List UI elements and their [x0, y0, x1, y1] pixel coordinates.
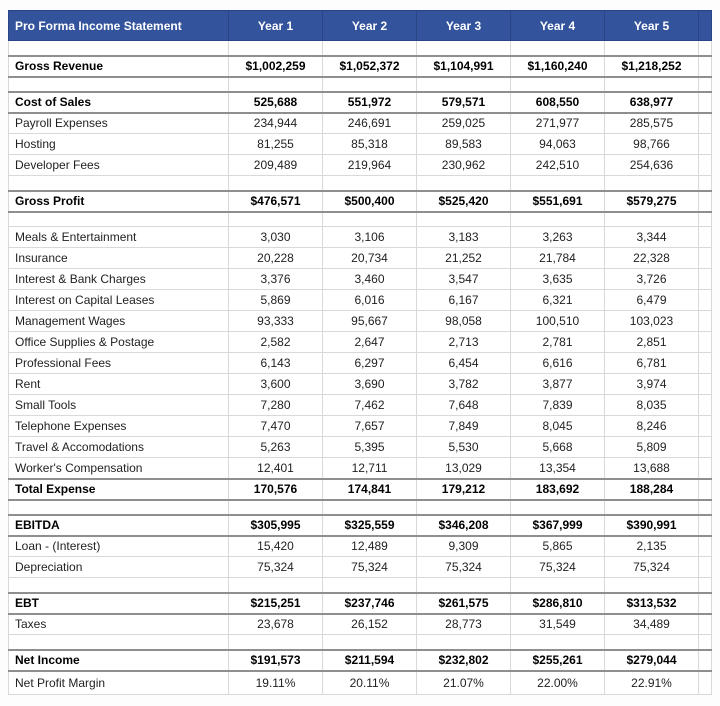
cell-year-5: 22,328	[605, 248, 699, 269]
col-header-year-1: Year 1	[229, 11, 323, 41]
cell-year-2: $1,052,372	[323, 56, 417, 77]
table-row	[9, 536, 712, 557]
table-row	[9, 134, 712, 155]
cell-year-5: 8,246	[605, 416, 699, 437]
row-spacer-cell	[699, 176, 712, 191]
row-spacer-cell	[699, 614, 712, 635]
col-header-year-3: Year 3	[417, 11, 511, 41]
cell-year-5	[605, 77, 699, 92]
cell-year-5: $279,044	[605, 650, 699, 671]
cell-year-4	[511, 212, 605, 227]
cell-year-1	[229, 635, 323, 650]
cell-year-3: 28,773	[417, 614, 511, 635]
cell-year-4: 22.00%	[511, 671, 605, 695]
row-label: Rent	[9, 374, 229, 395]
cell-year-4: 7,839	[511, 395, 605, 416]
cell-year-1	[229, 500, 323, 515]
cell-year-3: 5,530	[417, 437, 511, 458]
table-row	[9, 92, 712, 113]
cell-year-2: 12,489	[323, 536, 417, 557]
cell-year-1: 234,944	[229, 113, 323, 134]
cell-year-5: 285,575	[605, 113, 699, 134]
cell-year-5: 2,851	[605, 332, 699, 353]
row-spacer-cell	[699, 332, 712, 353]
table-row	[9, 248, 712, 269]
cell-year-5: 6,479	[605, 290, 699, 311]
cell-year-5: 103,023	[605, 311, 699, 332]
row-label	[9, 635, 229, 650]
row-spacer-cell	[699, 134, 712, 155]
cell-year-2: $500,400	[323, 191, 417, 212]
table-row	[9, 416, 712, 437]
cell-year-2: 26,152	[323, 614, 417, 635]
table-row	[9, 500, 712, 515]
cell-year-2: 95,667	[323, 311, 417, 332]
row-label: Interest on Capital Leases	[9, 290, 229, 311]
cell-year-1	[229, 41, 323, 56]
row-spacer-cell	[699, 56, 712, 77]
cell-year-1: $1,002,259	[229, 56, 323, 77]
cell-year-4: 608,550	[511, 92, 605, 113]
row-spacer-cell	[699, 536, 712, 557]
cell-year-4: 13,354	[511, 458, 605, 479]
cell-year-1: 15,420	[229, 536, 323, 557]
cell-year-2: 7,462	[323, 395, 417, 416]
cell-year-2: 20.11%	[323, 671, 417, 695]
row-label: Management Wages	[9, 311, 229, 332]
cell-year-3: $232,802	[417, 650, 511, 671]
cell-year-3: 3,547	[417, 269, 511, 290]
income-statement-table	[8, 10, 712, 695]
table-row	[9, 77, 712, 92]
cell-year-1: $305,995	[229, 515, 323, 536]
cell-year-2: 551,972	[323, 92, 417, 113]
cell-year-2: 12,711	[323, 458, 417, 479]
cell-year-4: 271,977	[511, 113, 605, 134]
row-spacer-cell	[699, 458, 712, 479]
cell-year-1: 7,280	[229, 395, 323, 416]
cell-year-3: 2,713	[417, 332, 511, 353]
col-header-year-2: Year 2	[323, 11, 417, 41]
cell-year-5: 188,284	[605, 479, 699, 500]
cell-year-5	[605, 578, 699, 593]
cell-year-5: 6,781	[605, 353, 699, 374]
row-label: Interest & Bank Charges	[9, 269, 229, 290]
row-label	[9, 578, 229, 593]
table-row	[9, 650, 712, 671]
cell-year-4: 5,865	[511, 536, 605, 557]
cell-year-2	[323, 500, 417, 515]
table-row	[9, 593, 712, 614]
row-spacer-cell	[699, 515, 712, 536]
cell-year-5: 254,636	[605, 155, 699, 176]
cell-year-1: 93,333	[229, 311, 323, 332]
row-label	[9, 77, 229, 92]
cell-year-3: 6,454	[417, 353, 511, 374]
cell-year-1: 7,470	[229, 416, 323, 437]
row-label: Gross Revenue	[9, 56, 229, 77]
cell-year-2: 7,657	[323, 416, 417, 437]
cell-year-2: 75,324	[323, 557, 417, 578]
cell-year-1: 75,324	[229, 557, 323, 578]
table-row	[9, 458, 712, 479]
cell-year-2: 2,647	[323, 332, 417, 353]
cell-year-3: $261,575	[417, 593, 511, 614]
row-spacer-cell	[699, 92, 712, 113]
cell-year-5: $579,275	[605, 191, 699, 212]
cell-year-5: 8,035	[605, 395, 699, 416]
row-spacer-cell	[699, 77, 712, 92]
cell-year-4: $1,160,240	[511, 56, 605, 77]
cell-year-1: 3,030	[229, 227, 323, 248]
col-header-year-4: Year 4	[511, 11, 605, 41]
row-label: Payroll Expenses	[9, 113, 229, 134]
row-label	[9, 500, 229, 515]
table-row	[9, 269, 712, 290]
row-label: Hosting	[9, 134, 229, 155]
cell-year-1: 3,600	[229, 374, 323, 395]
row-label: Professional Fees	[9, 353, 229, 374]
cell-year-1: $476,571	[229, 191, 323, 212]
cell-year-3: 230,962	[417, 155, 511, 176]
header-row	[9, 11, 712, 41]
cell-year-5: $390,991	[605, 515, 699, 536]
row-label	[9, 41, 229, 56]
cell-year-4: 6,616	[511, 353, 605, 374]
cell-year-3: 13,029	[417, 458, 511, 479]
table-row	[9, 557, 712, 578]
cell-year-2	[323, 578, 417, 593]
cell-year-3: 3,782	[417, 374, 511, 395]
row-label: EBT	[9, 593, 229, 614]
cell-year-4: 3,263	[511, 227, 605, 248]
cell-year-2	[323, 77, 417, 92]
table-row	[9, 191, 712, 212]
cell-year-3	[417, 77, 511, 92]
cell-year-4: 6,321	[511, 290, 605, 311]
cell-year-3: $1,104,991	[417, 56, 511, 77]
cell-year-5	[605, 212, 699, 227]
cell-year-4: 21,784	[511, 248, 605, 269]
cell-year-2: 20,734	[323, 248, 417, 269]
cell-year-3	[417, 578, 511, 593]
cell-year-1: $191,573	[229, 650, 323, 671]
cell-year-2	[323, 176, 417, 191]
table-row	[9, 374, 712, 395]
table-row	[9, 635, 712, 650]
row-label	[9, 176, 229, 191]
cell-year-5: 98,766	[605, 134, 699, 155]
row-label: Gross Profit	[9, 191, 229, 212]
row-label: Taxes	[9, 614, 229, 635]
cell-year-4: $255,261	[511, 650, 605, 671]
row-spacer-cell	[699, 437, 712, 458]
cell-year-4	[511, 500, 605, 515]
cell-year-3: 9,309	[417, 536, 511, 557]
row-spacer-cell	[699, 41, 712, 56]
cell-year-5	[605, 41, 699, 56]
cell-year-4: $367,999	[511, 515, 605, 536]
cell-year-1: 5,263	[229, 437, 323, 458]
table-row	[9, 578, 712, 593]
cell-year-4: 3,877	[511, 374, 605, 395]
row-spacer-cell	[699, 113, 712, 134]
row-spacer-cell	[699, 311, 712, 332]
cell-year-5: 34,489	[605, 614, 699, 635]
cell-year-4	[511, 77, 605, 92]
table-body	[9, 41, 712, 695]
cell-year-2: 246,691	[323, 113, 417, 134]
row-spacer-cell	[699, 416, 712, 437]
row-label: Depreciation	[9, 557, 229, 578]
cell-year-1: 20,228	[229, 248, 323, 269]
cell-year-3	[417, 500, 511, 515]
cell-year-5	[605, 176, 699, 191]
row-spacer-cell	[699, 635, 712, 650]
cell-year-1: 2,582	[229, 332, 323, 353]
cell-year-2: 6,297	[323, 353, 417, 374]
row-spacer-cell	[699, 557, 712, 578]
cell-year-1: 23,678	[229, 614, 323, 635]
cell-year-5	[605, 635, 699, 650]
cell-year-1: 525,688	[229, 92, 323, 113]
row-spacer-cell	[699, 500, 712, 515]
row-spacer-cell	[699, 227, 712, 248]
cell-year-4: 5,668	[511, 437, 605, 458]
row-spacer-cell	[699, 191, 712, 212]
cell-year-4: $286,810	[511, 593, 605, 614]
cell-year-2: 85,318	[323, 134, 417, 155]
cell-year-1: 81,255	[229, 134, 323, 155]
row-spacer-cell	[699, 593, 712, 614]
cell-year-1	[229, 212, 323, 227]
row-label: Insurance	[9, 248, 229, 269]
cell-year-2: 219,964	[323, 155, 417, 176]
cell-year-3: 98,058	[417, 311, 511, 332]
table-row	[9, 614, 712, 635]
table-row	[9, 212, 712, 227]
cell-year-2	[323, 212, 417, 227]
cell-year-3: 21,252	[417, 248, 511, 269]
row-label: Cost of Sales	[9, 92, 229, 113]
row-spacer-cell	[699, 155, 712, 176]
cell-year-3	[417, 176, 511, 191]
cell-year-3: 75,324	[417, 557, 511, 578]
cell-year-5: $313,532	[605, 593, 699, 614]
cell-year-3: $525,420	[417, 191, 511, 212]
cell-year-5: 3,344	[605, 227, 699, 248]
cell-year-2: $237,746	[323, 593, 417, 614]
cell-year-2: 3,460	[323, 269, 417, 290]
cell-year-5: 75,324	[605, 557, 699, 578]
cell-year-5: 3,726	[605, 269, 699, 290]
cell-year-2: $325,559	[323, 515, 417, 536]
row-spacer-cell	[699, 479, 712, 500]
cell-year-3: 179,212	[417, 479, 511, 500]
row-label: Loan - (Interest)	[9, 536, 229, 557]
table-row	[9, 41, 712, 56]
table-row	[9, 290, 712, 311]
row-label: Developer Fees	[9, 155, 229, 176]
row-label: Office Supplies & Postage	[9, 332, 229, 353]
row-label: Telephone Expenses	[9, 416, 229, 437]
cell-year-4: 100,510	[511, 311, 605, 332]
cell-year-5	[605, 500, 699, 515]
cell-year-2	[323, 635, 417, 650]
cell-year-4: 183,692	[511, 479, 605, 500]
table-row	[9, 332, 712, 353]
row-spacer-cell	[699, 578, 712, 593]
row-label: Small Tools	[9, 395, 229, 416]
row-spacer-cell	[699, 269, 712, 290]
cell-year-4	[511, 635, 605, 650]
row-label: Net Income	[9, 650, 229, 671]
cell-year-1: $215,251	[229, 593, 323, 614]
cell-year-4	[511, 578, 605, 593]
cell-year-4: 2,781	[511, 332, 605, 353]
table-row	[9, 395, 712, 416]
row-spacer-cell	[699, 650, 712, 671]
cell-year-4: 75,324	[511, 557, 605, 578]
cell-year-3: 7,849	[417, 416, 511, 437]
cell-year-3	[417, 212, 511, 227]
cell-year-2: $211,594	[323, 650, 417, 671]
row-label: EBITDA	[9, 515, 229, 536]
row-spacer-cell	[699, 353, 712, 374]
cell-year-5: 22.91%	[605, 671, 699, 695]
table-row	[9, 155, 712, 176]
cell-year-2: 174,841	[323, 479, 417, 500]
cell-year-5: 638,977	[605, 92, 699, 113]
cell-year-3	[417, 41, 511, 56]
cell-year-5: $1,218,252	[605, 56, 699, 77]
cell-year-5: 5,809	[605, 437, 699, 458]
table-row	[9, 671, 712, 695]
row-spacer-cell	[699, 290, 712, 311]
cell-year-5: 3,974	[605, 374, 699, 395]
header-spacer-cell	[699, 11, 712, 41]
cell-year-2: 3,106	[323, 227, 417, 248]
cell-year-4: 3,635	[511, 269, 605, 290]
cell-year-5: 2,135	[605, 536, 699, 557]
cell-year-1	[229, 578, 323, 593]
cell-year-4: $551,691	[511, 191, 605, 212]
row-spacer-cell	[699, 395, 712, 416]
row-label: Total Expense	[9, 479, 229, 500]
table-row	[9, 353, 712, 374]
cell-year-3: 259,025	[417, 113, 511, 134]
table-row	[9, 176, 712, 191]
cell-year-2: 6,016	[323, 290, 417, 311]
row-spacer-cell	[699, 374, 712, 395]
row-label: Meals & Entertainment	[9, 227, 229, 248]
row-spacer-cell	[699, 248, 712, 269]
cell-year-3: $346,208	[417, 515, 511, 536]
row-spacer-cell	[699, 671, 712, 695]
row-label: Travel & Accomodations	[9, 437, 229, 458]
cell-year-2: 3,690	[323, 374, 417, 395]
row-label: Net Profit Margin	[9, 671, 229, 695]
table-row	[9, 113, 712, 134]
cell-year-4	[511, 41, 605, 56]
cell-year-1: 5,869	[229, 290, 323, 311]
cell-year-1: 209,489	[229, 155, 323, 176]
cell-year-3: 89,583	[417, 134, 511, 155]
cell-year-4: 8,045	[511, 416, 605, 437]
table-row	[9, 437, 712, 458]
col-header-year-5: Year 5	[605, 11, 699, 41]
cell-year-2	[323, 41, 417, 56]
table-row	[9, 56, 712, 77]
table-title: Pro Forma Income Statement	[9, 11, 229, 41]
cell-year-1	[229, 77, 323, 92]
table-row	[9, 227, 712, 248]
cell-year-3: 579,571	[417, 92, 511, 113]
cell-year-5: 13,688	[605, 458, 699, 479]
cell-year-2: 5,395	[323, 437, 417, 458]
cell-year-1: 6,143	[229, 353, 323, 374]
row-spacer-cell	[699, 212, 712, 227]
cell-year-4: 94,063	[511, 134, 605, 155]
cell-year-1: 12,401	[229, 458, 323, 479]
cell-year-3: 6,167	[417, 290, 511, 311]
table-row	[9, 311, 712, 332]
cell-year-1: 3,376	[229, 269, 323, 290]
table-row	[9, 515, 712, 536]
cell-year-1	[229, 176, 323, 191]
cell-year-4: 31,549	[511, 614, 605, 635]
cell-year-1: 19.11%	[229, 671, 323, 695]
cell-year-1: 170,576	[229, 479, 323, 500]
cell-year-3: 7,648	[417, 395, 511, 416]
cell-year-4	[511, 176, 605, 191]
cell-year-3	[417, 635, 511, 650]
row-label	[9, 212, 229, 227]
cell-year-3: 21.07%	[417, 671, 511, 695]
table-row	[9, 479, 712, 500]
cell-year-4: 242,510	[511, 155, 605, 176]
row-label: Worker's Compensation	[9, 458, 229, 479]
cell-year-3: 3,183	[417, 227, 511, 248]
